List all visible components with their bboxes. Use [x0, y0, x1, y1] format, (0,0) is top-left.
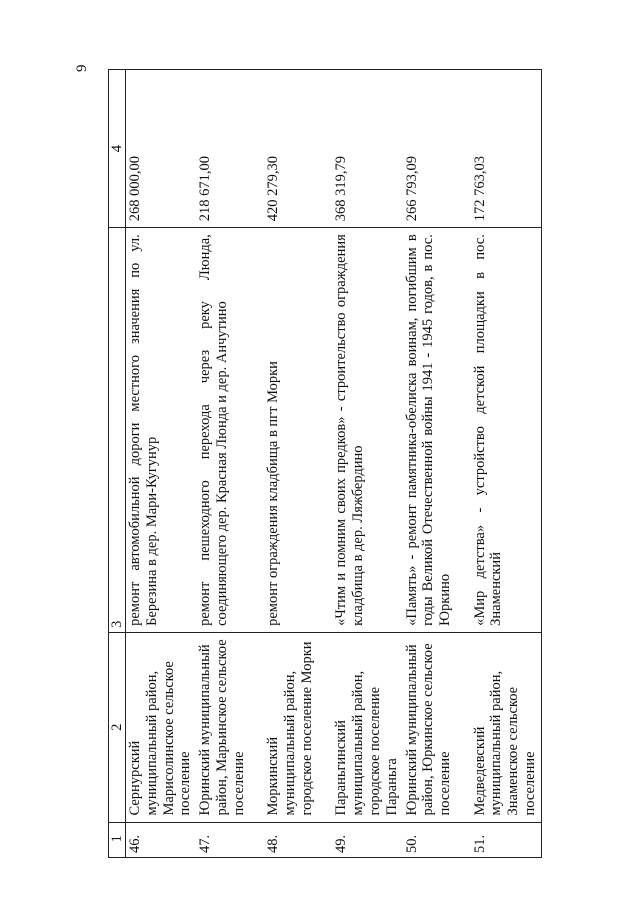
municipality-cell: Параньгинский муниципальный район, городское поселение Параньга — [332, 632, 402, 822]
project-cell: ремонт пешеходного перехода через реку Люнда, соединяющего дер. Красная Люнда и дер. Анчутино — [196, 228, 264, 633]
project-cell: «Мир детства» - устройство детской площадки в пос. Знаменский — [471, 228, 542, 633]
municipality-cell: Юринский муниципальный район, Юркинское сельское поселение — [403, 632, 471, 822]
table-row — [471, 70, 542, 858]
amount-cell: 172 763,03 — [471, 70, 542, 228]
amount-cell: 218 671,00 — [196, 70, 264, 228]
amount-cell: 266 793,09 — [403, 70, 471, 228]
row-number: 47. — [196, 822, 264, 857]
table-row — [403, 70, 471, 858]
table-row — [332, 70, 402, 858]
amount-cell: 368 319,79 — [332, 70, 402, 228]
project-cell: «Чтим и помним своих предков» - строительство ограждения кладбища в дер. Ляжбердино — [332, 228, 402, 633]
amount-cell: 268 000,00 — [126, 70, 197, 228]
rotated-table-container — [108, 69, 538, 858]
column-header-3: 3 — [109, 228, 126, 633]
project-cell: ремонт ограждения кладбища в пгт Морки — [264, 228, 332, 633]
table-header-row — [109, 70, 126, 858]
table-row — [264, 70, 332, 858]
column-header-2: 2 — [109, 632, 126, 822]
row-number: 50. — [403, 822, 471, 857]
row-number: 46. — [126, 822, 197, 857]
table-row — [196, 70, 264, 858]
project-cell: ремонт автомобильной дороги местного значения по ул. Березина в дер. Мари-Кугунур — [126, 228, 197, 633]
page-number: 9 — [74, 64, 90, 72]
table-row — [126, 70, 197, 858]
column-header-1: 1 — [109, 822, 126, 857]
row-number: 49. — [332, 822, 402, 857]
project-cell: «Память» - ремонт памятника-обелиска воинам, погибшим в годы Великой Отечественной войны 1941 - 1945 годов, в пос. Юркино — [403, 228, 471, 633]
column-header-4: 4 — [109, 70, 126, 228]
municipality-cell: Сернурский муниципальный район, Марисолинское сельское поселение — [126, 632, 197, 822]
municipality-cell: Моркинский муниципальный район, городское поселение Морки — [264, 632, 332, 822]
municipality-cell: Юринский муниципальный район, Марьинское сельское поселение — [196, 632, 264, 822]
municipality-cell: Медведевский муниципальный район, Знаменское сельское поселение — [471, 632, 542, 822]
projects-table — [108, 69, 542, 858]
row-number: 51. — [471, 822, 542, 857]
amount-cell: 420 279,30 — [264, 70, 332, 228]
row-number: 48. — [264, 822, 332, 857]
